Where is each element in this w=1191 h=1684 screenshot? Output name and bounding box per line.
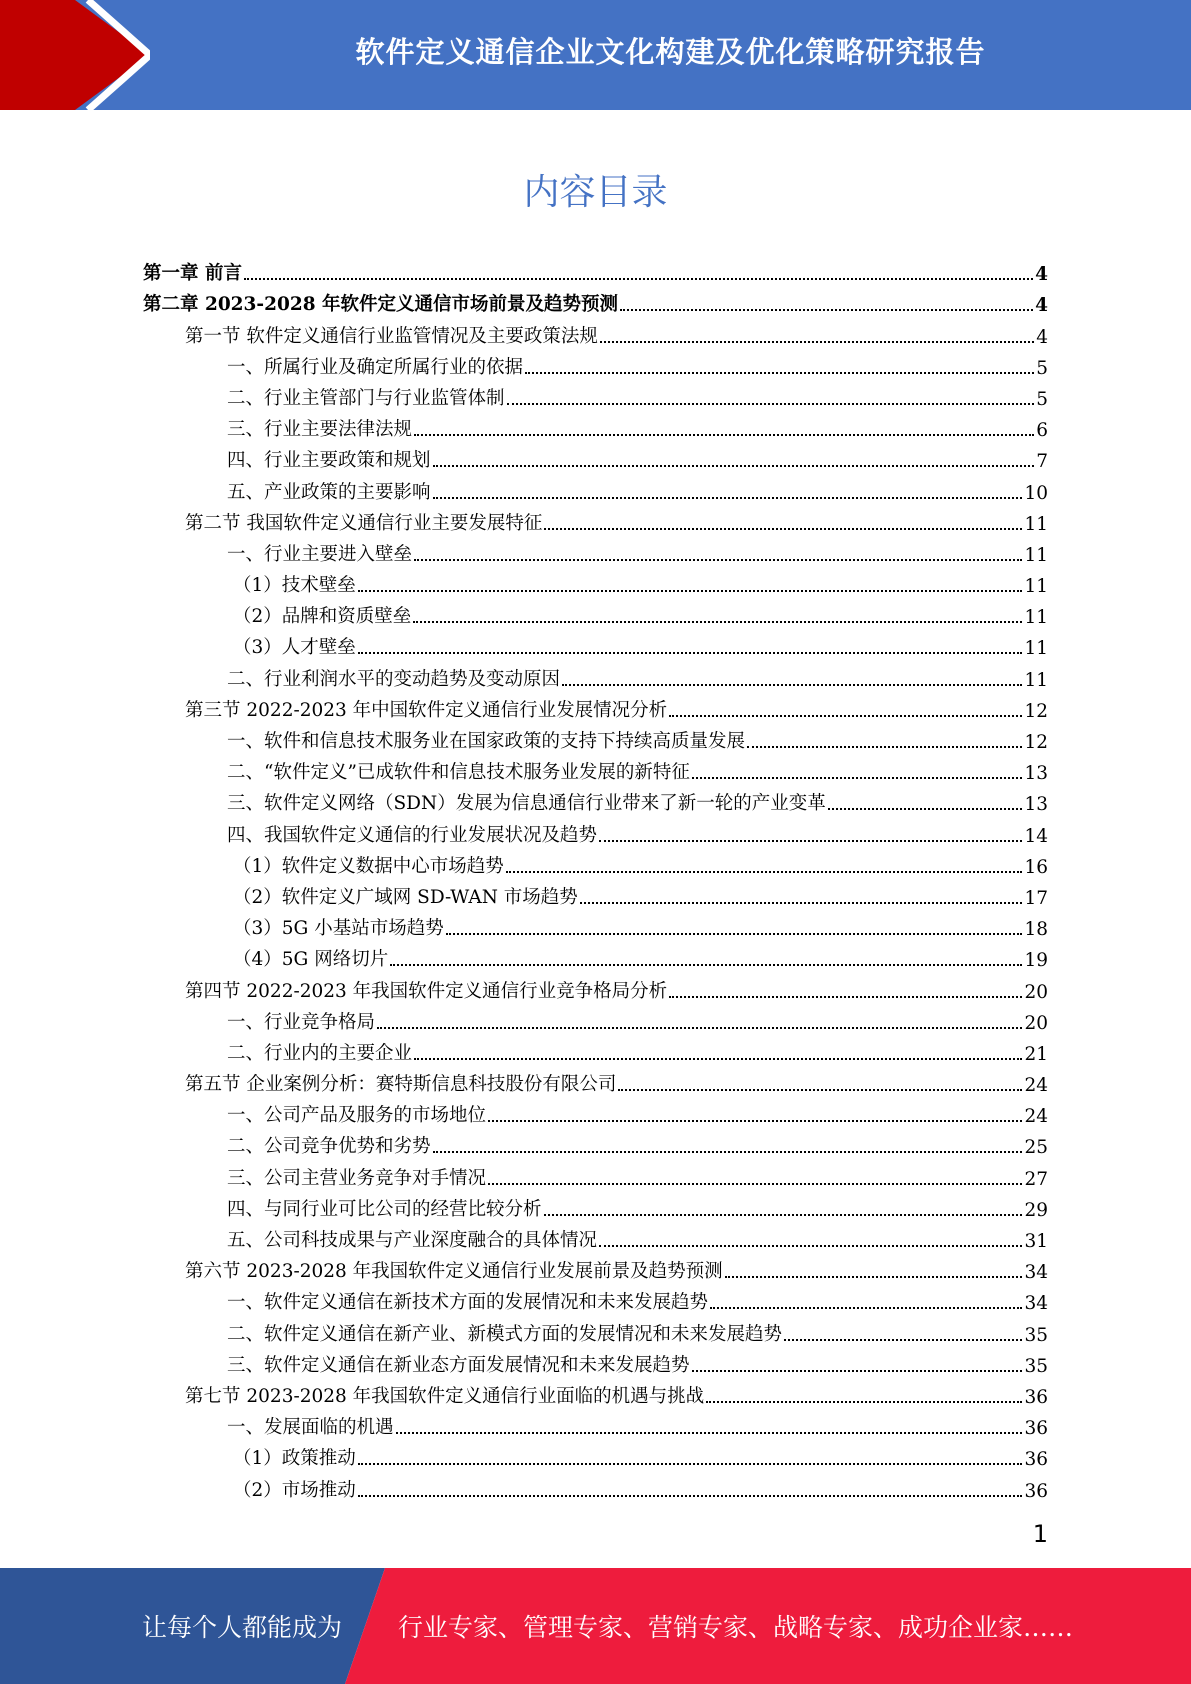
toc-entry[interactable]: [143, 1252, 1048, 1283]
toc-entry-label: 第五节 企业案例分析：赛特斯信息科技股份有限公司: [185, 1074, 617, 1096]
toc-leader-dots: [413, 620, 1022, 623]
toc-entry-label: 四、行业主要政策和规划: [227, 450, 431, 472]
toc-entry-label: 四、我国软件定义通信的行业发展状况及趋势: [227, 824, 598, 846]
toc-entry[interactable]: [143, 597, 1048, 628]
toc-leader-dots: [599, 839, 1022, 842]
toc-leader-dots: [390, 963, 1022, 966]
toc-entry-label: 二、“软件定义”已成软件和信息技术服务业发展的新特征: [227, 762, 690, 784]
toc-leader-dots: [544, 1213, 1023, 1216]
toc-entry[interactable]: [143, 1377, 1048, 1408]
toc-leader-dots: [358, 589, 1023, 592]
toc-entry[interactable]: [143, 940, 1048, 971]
toc-entry-page: 36: [1024, 1418, 1048, 1440]
toc-entry-page: 25: [1024, 1137, 1048, 1159]
toc-entry[interactable]: [143, 1096, 1048, 1127]
toc-entry[interactable]: [143, 316, 1048, 347]
toc-entry[interactable]: [143, 815, 1048, 846]
toc-leader-dots: [580, 901, 1023, 904]
toc-entry-page: 19: [1024, 950, 1048, 972]
toc-entry[interactable]: [143, 691, 1048, 722]
toc-entry-page: 6: [1036, 420, 1048, 442]
toc-entry-label: 第二节 我国软件定义通信行业主要发展特征: [185, 512, 543, 534]
toc-entry-page: 36: [1024, 1386, 1048, 1408]
toc-entry-label: 二、行业利润水平的变动趋势及变动原因: [227, 668, 561, 690]
toc-entry-page: 35: [1024, 1355, 1048, 1377]
toc-entry-page: 36: [1024, 1480, 1048, 1502]
toc-leader-dots: [414, 433, 1034, 436]
toc-leader-dots: [544, 527, 1022, 530]
toc-entry-label: 第一章 前言: [143, 263, 242, 285]
toc-entry-label: 第六节 2023-2028 年我国软件定义通信行业发展前景及趋势预测: [185, 1261, 723, 1283]
toc-entry-label: 五、产业政策的主要影响: [227, 481, 431, 503]
toc-entry[interactable]: [143, 254, 1048, 285]
toc-entry-label: 一、软件定义通信在新技术方面的发展情况和未来发展趋势: [227, 1292, 709, 1314]
toc-entry[interactable]: [143, 285, 1048, 316]
toc-entry-page: 11: [1024, 669, 1048, 691]
toc-leader-dots: [669, 995, 1022, 998]
toc-leader-dots: [784, 1338, 1022, 1341]
toc-leader-dots: [525, 371, 1034, 374]
toc-entry-page: 11: [1024, 513, 1048, 535]
toc-leader-dots: [358, 651, 1023, 654]
toc-entry[interactable]: [143, 472, 1048, 503]
toc-entry[interactable]: [143, 909, 1048, 940]
toc-entry[interactable]: [143, 348, 1048, 379]
toc-entry-page: 12: [1024, 732, 1048, 753]
toc-entry-page: 24: [1024, 1106, 1048, 1128]
toc-entry-page: 18: [1024, 919, 1048, 941]
toc-entry-label: （1）技术壁垒: [233, 575, 356, 597]
toc-entry[interactable]: [143, 441, 1048, 472]
toc-leader-dots: [692, 776, 1023, 779]
toc-entry[interactable]: [143, 535, 1048, 566]
toc-entry-label: （1）软件定义数据中心市场趋势: [233, 855, 504, 877]
toc-leader-dots: [414, 558, 1022, 561]
toc-leader-dots: [600, 340, 1034, 343]
toc-leader-dots: [244, 277, 1033, 280]
toc-leader-dots: [828, 807, 1023, 810]
toc-entry[interactable]: [143, 753, 1048, 784]
toc-entry-label: （3）5G 小基站市场趋势: [233, 918, 444, 940]
toc-leader-dots: [507, 402, 1035, 405]
toc-entry-label: 四、与同行业可比公司的经营比较分析: [227, 1198, 542, 1220]
toc-entry-page: 17: [1024, 887, 1048, 909]
footer-band: [0, 1568, 1191, 1684]
toc-entry[interactable]: [143, 847, 1048, 878]
header-band: [0, 0, 1191, 110]
toc-entry[interactable]: [143, 878, 1048, 909]
toc-entry[interactable]: [143, 410, 1048, 441]
toc-entry-page: 24: [1024, 1075, 1048, 1097]
toc-entry-page: 11: [1024, 607, 1048, 629]
toc-entry[interactable]: [143, 1470, 1048, 1501]
toc-entry[interactable]: [143, 1190, 1048, 1221]
toc-leader-dots: [433, 496, 1023, 499]
toc-entry-label: 一、所属行业及确定所属行业的依据: [227, 356, 524, 378]
toc-entry[interactable]: [143, 504, 1048, 535]
toc-entry-page: 36: [1024, 1449, 1048, 1471]
toc-entry[interactable]: [143, 1127, 1048, 1158]
toc-entry-page: 21: [1024, 1043, 1048, 1065]
toc-leader-dots: [433, 464, 1035, 467]
toc-entry-label: 第三节 2022-2023 年中国软件定义通信行业发展情况分析: [185, 699, 668, 721]
toc-entry-label: 第四节 2022-2023 年我国软件定义通信行业竞争格局分析: [185, 980, 668, 1002]
toc-leader-dots: [358, 1462, 1023, 1465]
toc-entry-page: 34: [1024, 1293, 1048, 1315]
toc-entry-label: 一、软件和信息技术服务业在国家政策的支持下持续高质量发展: [227, 731, 746, 752]
toc-entry-page: 11: [1024, 576, 1048, 598]
toc-entry[interactable]: [143, 1439, 1048, 1470]
toc-entry-page: 16: [1024, 856, 1048, 878]
toc-entry[interactable]: [143, 566, 1048, 597]
toc-entry-label: 二、行业主管部门与行业监管体制: [227, 387, 505, 409]
table-of-contents: [143, 254, 1048, 1502]
toc-entry-label: 三、软件定义通信在新业态方面发展情况和未来发展趋势: [227, 1354, 690, 1376]
toc-leader-dots: [747, 745, 1022, 748]
toc-entry-label: 第二章 2023-2028 年软件定义通信市场前景及趋势预测: [143, 294, 619, 316]
toc-entry-page: 31: [1024, 1231, 1048, 1252]
toc-leader-dots: [599, 1244, 1022, 1247]
toc-leader-dots: [706, 1400, 1022, 1403]
page-number: 1: [1032, 1520, 1048, 1548]
toc-entry-page: 11: [1024, 544, 1048, 566]
toc-entry-page: 5: [1036, 388, 1048, 410]
toc-entry-label: 五、公司科技成果与产业深度融合的具体情况: [227, 1230, 598, 1251]
toc-entry-label: 一、行业竞争格局: [227, 1011, 376, 1033]
toc-entry[interactable]: [143, 1408, 1048, 1439]
report-title: 软件定义通信企业文化构建及优化策略研究报告: [355, 34, 986, 69]
toc-entry-page: 14: [1024, 825, 1048, 847]
toc-entry-page: 27: [1024, 1168, 1048, 1190]
toc-entry-label: （3）人才壁垒: [233, 637, 356, 659]
toc-entry-page: 13: [1024, 794, 1048, 816]
toc-entry-label: （4）5G 网络切片: [233, 949, 389, 971]
toc-entry[interactable]: [143, 722, 1048, 753]
toc-entry-label: 一、行业主要进入壁垒: [227, 543, 413, 565]
toc-entry-label: 一、公司产品及服务的市场地位: [227, 1105, 487, 1127]
toc-entry[interactable]: [143, 659, 1048, 690]
toc-entry-label: （2）品牌和资质壁垒: [233, 606, 412, 628]
toc-entry[interactable]: [143, 971, 1048, 1002]
toc-entry-page: 5: [1036, 357, 1048, 379]
toc-entry-page: 11: [1024, 638, 1048, 660]
toc-leader-dots: [710, 1306, 1022, 1309]
toc-leader-dots: [396, 1431, 1023, 1434]
toc-entry[interactable]: [143, 1346, 1048, 1377]
toc-entry-label: 第一节 软件定义通信行业监管情况及主要政策法规: [185, 325, 598, 347]
toc-entry[interactable]: [143, 1065, 1048, 1096]
toc-entry[interactable]: [143, 1283, 1048, 1314]
toc-entry-label: 三、行业主要法律法规: [227, 419, 413, 441]
toc-entry-page: 4: [1036, 326, 1048, 348]
toc-leader-dots: [506, 870, 1023, 873]
toc-entry-label: （2）软件定义广域网 SD-WAN 市场趋势: [233, 886, 578, 908]
toc-leader-dots: [620, 308, 1033, 311]
chevron-logo-icon: [0, 0, 150, 110]
toc-entry-page: 12: [1024, 700, 1048, 722]
toc-leader-dots: [725, 1275, 1023, 1278]
toc-entry-label: 二、行业内的主要企业: [227, 1042, 413, 1064]
toc-entry-page: 34: [1024, 1262, 1048, 1284]
toc-entry-page: 10: [1024, 482, 1048, 504]
toc-entry[interactable]: [143, 1221, 1048, 1252]
toc-entry-page: 4: [1035, 264, 1048, 286]
toc-entry-label: 一、发展面临的机遇: [227, 1417, 394, 1439]
toc-leader-dots: [414, 1057, 1022, 1060]
toc-entry-page: 13: [1024, 763, 1048, 785]
toc-heading: 内容目录: [523, 172, 668, 213]
toc-entry[interactable]: [143, 1034, 1048, 1065]
toc-leader-dots: [669, 714, 1022, 717]
toc-entry[interactable]: [143, 379, 1048, 410]
toc-entry[interactable]: [143, 628, 1048, 659]
toc-entry-label: 三、公司主营业务竞争对手情况: [227, 1167, 487, 1189]
toc-leader-dots: [433, 1150, 1023, 1153]
toc-entry-label: 二、软件定义通信在新产业、新模式方面的发展情况和未来发展趋势: [227, 1323, 783, 1345]
toc-entry-label: （2）市场推动: [233, 1479, 356, 1501]
toc-entry-label: 三、软件定义网络（SDN）发展为信息通信行业带来了新一轮的产业变革: [227, 793, 826, 815]
toc-entry[interactable]: [143, 1158, 1048, 1189]
toc-entry-page: 29: [1024, 1199, 1048, 1221]
toc-entry-label: 二、公司竞争优势和劣势: [227, 1136, 431, 1158]
footer-slogan-left: 让每个人都能成为: [142, 1613, 343, 1642]
toc-entry-page: 20: [1024, 1012, 1048, 1034]
toc-leader-dots: [692, 1369, 1023, 1372]
toc-entry-page: 4: [1035, 295, 1048, 317]
toc-leader-dots: [377, 1026, 1022, 1029]
toc-entry-page: 20: [1024, 981, 1048, 1003]
toc-leader-dots: [618, 1088, 1022, 1091]
toc-leader-dots: [358, 1494, 1023, 1497]
toc-leader-dots: [562, 683, 1022, 686]
toc-entry-label: 第七节 2023-2028 年我国软件定义通信行业面临的机遇与挑战: [185, 1385, 705, 1407]
toc-leader-dots: [488, 1119, 1022, 1122]
footer-slogan-right: 行业专家、管理专家、营销专家、战略专家、成功企业家……: [398, 1613, 1074, 1642]
toc-entry-page: 35: [1024, 1324, 1048, 1346]
toc-entry[interactable]: [143, 784, 1048, 815]
toc-entry[interactable]: [143, 1003, 1048, 1034]
toc-entry-label: （1）政策推动: [233, 1448, 356, 1470]
toc-leader-dots: [446, 932, 1023, 935]
toc-entry[interactable]: [143, 1314, 1048, 1345]
toc-leader-dots: [488, 1182, 1022, 1185]
toc-entry-page: 7: [1036, 451, 1048, 473]
